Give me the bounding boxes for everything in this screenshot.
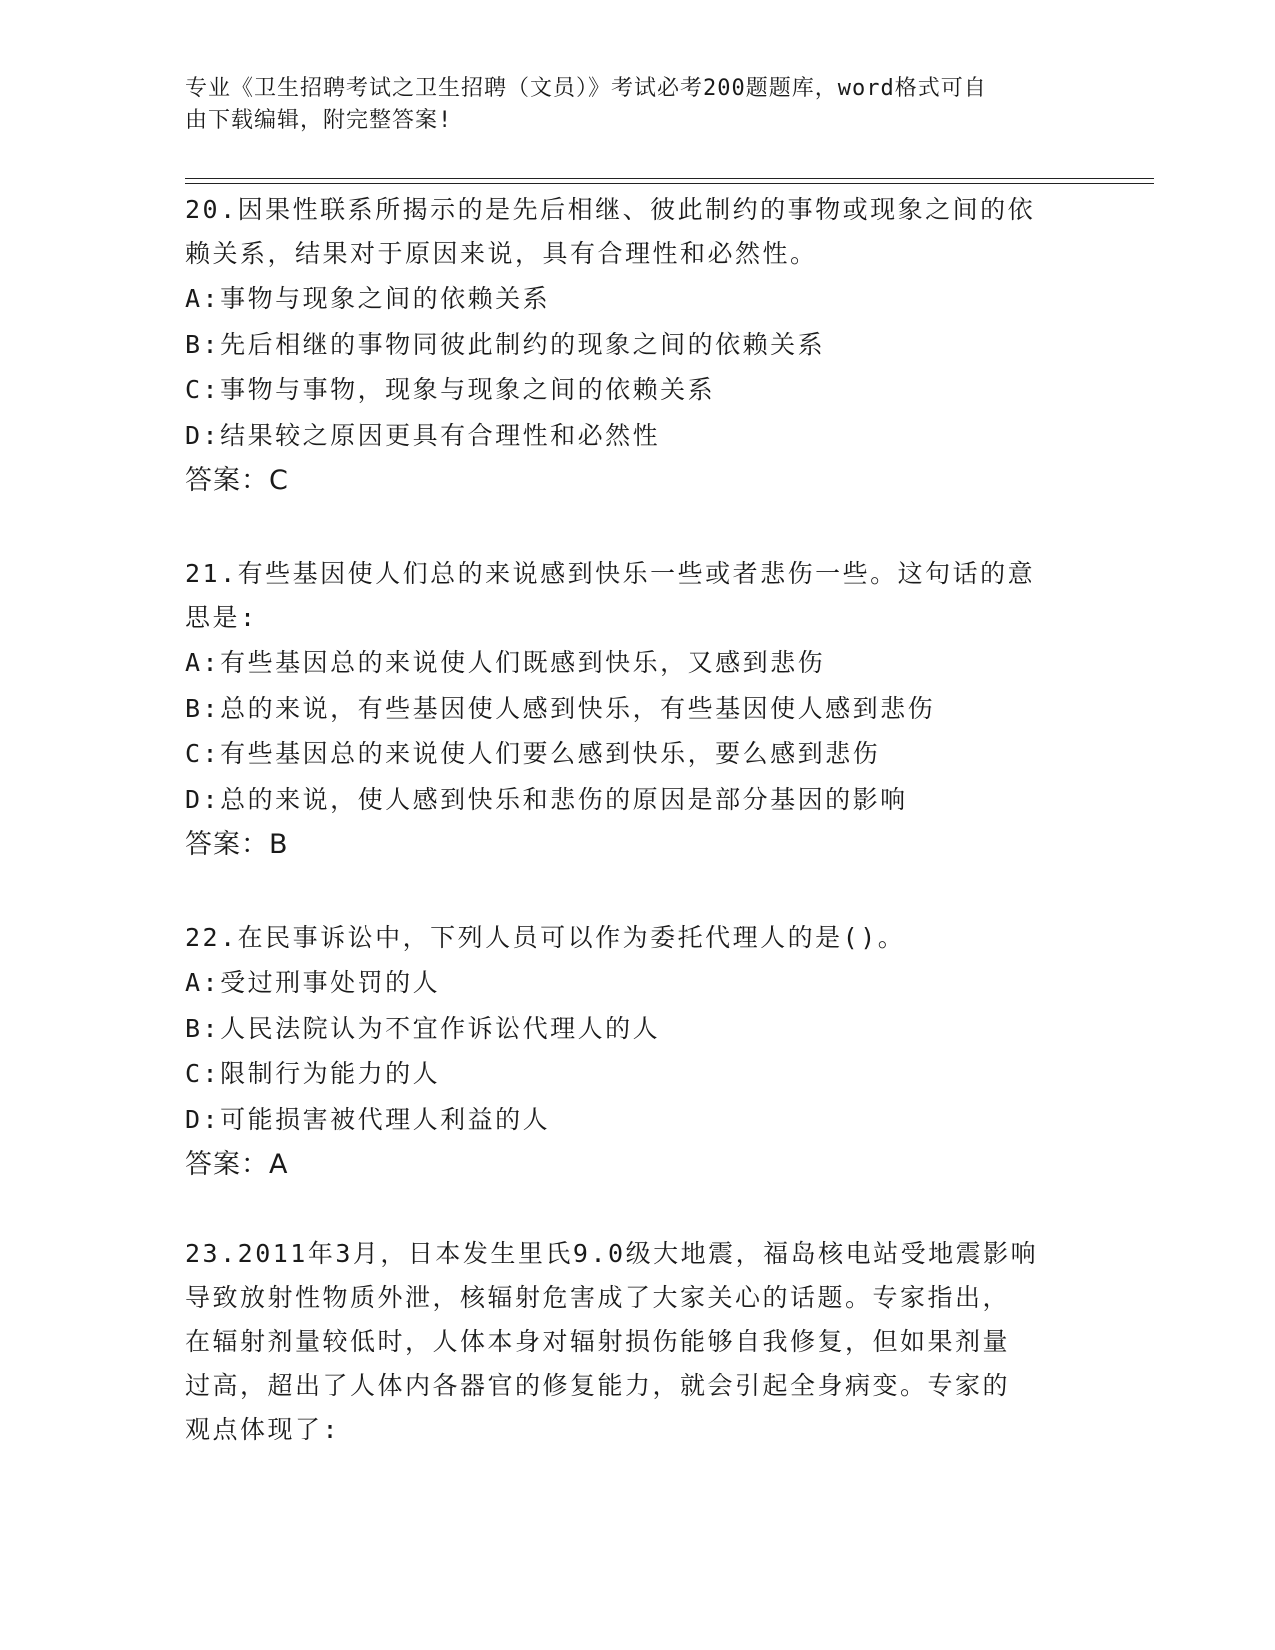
option-a: A:有些基因总的来说使人们既感到快乐，又感到悲伤 bbox=[185, 648, 826, 677]
question-22 bbox=[185, 916, 1085, 1187]
header-divider-top bbox=[185, 178, 1154, 179]
question-stem-line: 20.因果性联系所揭示的是先后相继、彼此制约的事物或现象之间的依 bbox=[185, 195, 1036, 224]
question-stem-line: 23.2011年3月，日本发生里氏9.0级大地震，福岛核电站受地震影响 bbox=[185, 1239, 1039, 1268]
answer: 答案：C bbox=[185, 465, 289, 496]
question-20 bbox=[185, 188, 1085, 503]
option-a: A:事物与现象之间的依赖关系 bbox=[185, 284, 551, 313]
question-stem-line: 过高，超出了人体内各器官的修复能力，就会引起全身病变。专家的 bbox=[185, 1371, 1011, 1400]
option-b: B:人民法院认为不宜作诉讼代理人的人 bbox=[185, 1013, 661, 1043]
option-b: B:总的来说，有些基因使人感到快乐，有些基因使人感到悲伤 bbox=[185, 693, 936, 723]
option-d: D:可能损害被代理人利益的人 bbox=[185, 1104, 551, 1134]
question-stem-line: 21.有些基因使人们总的来说感到快乐一些或者悲伤一些。这句话的意 bbox=[185, 559, 1036, 588]
question-stem-line: 导致放射性物质外泄，核辐射危害成了大家关心的话题。专家指出， bbox=[185, 1283, 1011, 1312]
answer: 答案：B bbox=[185, 829, 289, 860]
option-c: C:限制行为能力的人 bbox=[185, 1059, 441, 1088]
question-21 bbox=[185, 552, 1085, 867]
document-header bbox=[185, 73, 1065, 137]
question-23 bbox=[185, 1232, 1085, 1452]
question-stem-line: 22.在民事诉讼中，下列人员可以作为委托代理人的是()。 bbox=[185, 923, 906, 952]
header-line-2: 由下载编辑，附完整答案! bbox=[185, 108, 453, 133]
option-b: B:先后相继的事物同彼此制约的现象之间的依赖关系 bbox=[185, 329, 826, 359]
question-stem-line: 思是: bbox=[185, 603, 258, 632]
option-d: D:总的来说，使人感到快乐和悲伤的原因是部分基因的影响 bbox=[185, 784, 908, 814]
answer: 答案：A bbox=[185, 1149, 289, 1180]
question-stem-line: 在辐射剂量较低时，人体本身对辐射损伤能够自我修复，但如果剂量 bbox=[185, 1327, 1011, 1356]
option-d: D:结果较之原因更具有合理性和必然性 bbox=[185, 420, 661, 450]
option-c: C:事物与事物，现象与现象之间的依赖关系 bbox=[185, 375, 716, 404]
header-divider-bottom bbox=[185, 183, 1154, 184]
question-stem-line: 赖关系，结果对于原因来说，具有合理性和必然性。 bbox=[185, 239, 818, 268]
option-c: C:有些基因总的来说使人们要么感到快乐，要么感到悲伤 bbox=[185, 739, 881, 768]
option-a: A:受过刑事处罚的人 bbox=[185, 968, 441, 997]
question-stem-line: 观点体现了: bbox=[185, 1415, 341, 1444]
header-line-1: 专业《卫生招聘考试之卫生招聘（文员）》考试必考200题题库，word格式可自 bbox=[185, 76, 987, 101]
